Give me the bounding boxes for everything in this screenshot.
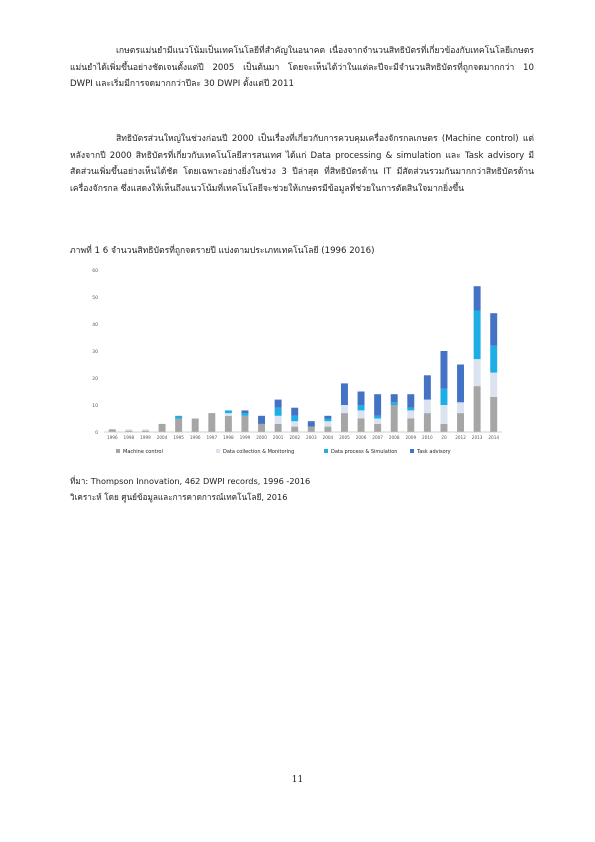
- x-tick-label: 1996: [189, 435, 201, 440]
- bars: [109, 286, 497, 432]
- bar-segment-data-process-simulation: [275, 408, 282, 416]
- y-tick-label: 0: [95, 431, 98, 436]
- bar-segment-task-advisory: [258, 416, 265, 424]
- x-tick-label: 2000: [256, 435, 267, 440]
- bar-segment-task-advisory: [440, 351, 447, 389]
- paragraph-precision-farming-trend: เกษตรแม่นยำมีแนวโน้มเป็นเทคโนโลยีที่สำคัญในอนาคต เนื่องจากจำนวนสิทธิบัตรที่เกี่ยวข้องกับเทคโนโลยีเกษตรแม่นยำได้เพิ่มขึ้นอย่างชัดเจนตั้งแต่ปี 2005 เป็นต้นมา โดยจะเห็นได้ว่าในแต่ละปีจะมีจำนวนสิทธิบัตรที่ถูกจดมากกว่า 10 DWPI และเริ่มมีการจดมากกว่าปีละ 30 DWPI ตั้งแต่ปี 2011: [70, 46, 534, 89]
- bar-segment-data-process-simulation: [358, 405, 365, 410]
- bar-segment-data-collection-monitoring: [474, 359, 481, 386]
- bar-segment-data-process-simulation: [474, 311, 481, 360]
- bar-segment-data-collection-monitoring: [125, 429, 132, 430]
- bar-segment-data-process-simulation: [291, 416, 298, 421]
- x-tick-label: 1999: [140, 435, 151, 440]
- bar-segment-data-collection-monitoring: [142, 429, 149, 430]
- bar-segment-data-collection-monitoring: [341, 405, 348, 413]
- x-tick-label: 1998: [223, 435, 234, 440]
- bar-segment-data-process-simulation: [324, 419, 331, 422]
- bar-segment-task-advisory: [341, 383, 348, 405]
- bar-segment-machine-control: [407, 419, 414, 433]
- bar-segment-machine-control: [175, 419, 182, 433]
- x-tick-label: 2006: [355, 435, 367, 440]
- bar-segment-machine-control: [490, 397, 497, 432]
- source-note: ที่มา: Thompson Innovation, 462 DWPI records, 1996 -2016: [70, 476, 311, 486]
- x-tick-label: 1996: [106, 435, 118, 440]
- bar-segment-task-advisory: [490, 313, 497, 345]
- y-axis: [92, 268, 98, 436]
- bar-segment-data-collection-monitoring: [324, 421, 331, 426]
- x-tick-label: 2012: [455, 435, 466, 440]
- figure-caption: ภาพที่ 1 6 จำนวนสิทธิบัตรที่ถูกจดรายปี แบ่งตามประเภทเทคโนโลยี (1996 2016): [70, 246, 375, 256]
- legend-swatch: [116, 449, 120, 453]
- bar-segment-task-advisory: [324, 416, 331, 419]
- x-tick-label: 2008: [388, 435, 400, 440]
- bar-segment-task-advisory: [424, 375, 431, 399]
- bar-segment-data-process-simulation: [175, 416, 182, 419]
- bar-segment-task-advisory: [358, 392, 365, 406]
- bar-segment-machine-control: [308, 427, 315, 432]
- bar-segment-machine-control: [424, 413, 431, 432]
- bar-segment-machine-control: [358, 419, 365, 433]
- bar-segment-data-collection-monitoring: [374, 419, 381, 424]
- bar-segment-data-collection-monitoring: [490, 373, 497, 397]
- bar-segment-machine-control: [159, 424, 166, 432]
- bar-segment-machine-control: [208, 413, 215, 432]
- bar-segment-data-collection-monitoring: [424, 400, 431, 414]
- bar-segment-data-process-simulation: [490, 346, 497, 373]
- legend-label: Machine control: [123, 449, 163, 455]
- bar-segment-data-collection-monitoring: [457, 402, 464, 413]
- x-tick-label: 2004: [156, 435, 168, 440]
- page-number: 11: [291, 775, 304, 785]
- x-tick-label: 1998: [123, 435, 135, 440]
- bar-segment-task-advisory: [291, 408, 298, 416]
- bar-segment-data-collection-monitoring: [275, 416, 282, 424]
- legend-label: Task advisory: [417, 449, 451, 455]
- x-tick-label: 2010: [422, 435, 433, 440]
- legend-swatch: [216, 449, 220, 453]
- bar-segment-task-advisory: [407, 394, 414, 408]
- legend-label: Data collection & Monitoring: [223, 449, 295, 455]
- bar-segment-data-collection-monitoring: [358, 410, 365, 418]
- bar-segment-machine-control: [225, 416, 232, 432]
- bar-segment-data-collection-monitoring: [291, 421, 298, 426]
- bar-segment-machine-control: [241, 416, 248, 432]
- y-tick-label: 50: [92, 296, 98, 301]
- x-tick-label: 2002: [289, 435, 301, 440]
- x-axis-labels: [107, 435, 499, 440]
- bar-segment-task-advisory: [457, 365, 464, 403]
- bar-segment-machine-control: [457, 413, 464, 432]
- x-tick-label: 2009: [405, 435, 417, 440]
- chart-canvas: [88, 262, 508, 467]
- legend: [116, 449, 451, 455]
- bar-segment-machine-control: [324, 427, 331, 432]
- stacked-bar-chart: [88, 262, 508, 467]
- bar-segment-machine-control: [109, 429, 116, 432]
- x-tick-label: 2007: [372, 435, 383, 440]
- bar-segment-task-advisory: [308, 421, 315, 426]
- bar-segment-data-collection-monitoring: [440, 405, 447, 424]
- legend-swatch: [410, 449, 414, 453]
- bar-segment-task-advisory: [474, 286, 481, 310]
- x-tick-label: 1997: [206, 435, 218, 440]
- legend-swatch: [324, 449, 328, 453]
- y-tick-label: 30: [92, 350, 98, 355]
- bar-segment-data-process-simulation: [440, 389, 447, 405]
- bar-segment-machine-control: [391, 405, 398, 432]
- analysis-note: วิเคราะห์ โดย ศูนย์ข้อมูลและการคาดการณ์เทคโนโลยี, 2016: [70, 492, 288, 502]
- bar-segment-task-advisory: [241, 410, 248, 413]
- bar-segment-machine-control: [474, 386, 481, 432]
- y-tick-label: 10: [92, 404, 98, 409]
- x-tick-label: 2004: [322, 435, 334, 440]
- bar-segment-data-process-simulation: [225, 410, 232, 413]
- bar-segment-data-process-simulation: [374, 416, 381, 419]
- x-tick-label: 20: [441, 435, 447, 440]
- bar-segment-machine-control: [192, 419, 199, 433]
- x-tick-label: 2001: [272, 435, 284, 440]
- x-tick-label: 2014: [488, 435, 500, 440]
- x-tick-label: 2005: [339, 435, 350, 440]
- bar-segment-machine-control: [291, 427, 298, 432]
- bar-segment-machine-control: [258, 424, 265, 432]
- y-tick-label: 60: [92, 269, 98, 274]
- x-tick-label: 2013: [471, 435, 483, 440]
- y-tick-label: 40: [92, 323, 98, 328]
- y-tick-label: 20: [92, 377, 98, 382]
- paragraph-patent-categories: สิทธิบัตรส่วนใหญ่ในช่วงก่อนปี 2000 เป็นเรื่องที่เกี่ยวกับการควบคุมเครื่องจักรกลเกษตร (Machine control) แต่หลังจากปี 2000 สิทธิบัตรที่เกี่ยวกับเทคโนโลยีสารสนเทศ ได้แก่ Data processing & simulation และ Task advisory มีสัดส่วนเพิ่มขึ้นอย่างเห็นได้ชัด โดยเฉพาะอย่างยิ่งในช่วง 3 ปีล่าสุด ที่สิทธิบัตรด้าน IT มีสัดส่วนรวมกันมากกว่าสิทธิบัตรด้านเครื่องจักรกล ซึ่งแสดงให้เห็นถึงแนวโน้มที่เทคโนโลยีจะช่วยให้เกษตรมีข้อมูลที่ช่วยในการตัดสินใจมากยิ่งขึ้น: [70, 134, 534, 194]
- bar-segment-data-process-simulation: [241, 413, 248, 416]
- x-tick-label: 2003: [305, 435, 317, 440]
- bar-segment-data-process-simulation: [391, 402, 398, 405]
- bar-segment-task-advisory: [275, 400, 282, 408]
- bar-segment-machine-control: [440, 424, 447, 432]
- bar-segment-data-collection-monitoring: [407, 410, 414, 418]
- x-tick-label: 1995: [173, 435, 184, 440]
- bar-segment-machine-control: [341, 413, 348, 432]
- bar-segment-task-advisory: [391, 394, 398, 402]
- bar-segment-data-collection-monitoring: [225, 413, 232, 416]
- bar-segment-task-advisory: [374, 394, 381, 416]
- bar-segment-data-process-simulation: [407, 408, 414, 411]
- bar-segment-machine-control: [275, 424, 282, 432]
- x-tick-label: 1999: [239, 435, 251, 440]
- legend-label: Data process & Simulation: [331, 449, 398, 455]
- bar-segment-machine-control: [374, 424, 381, 432]
